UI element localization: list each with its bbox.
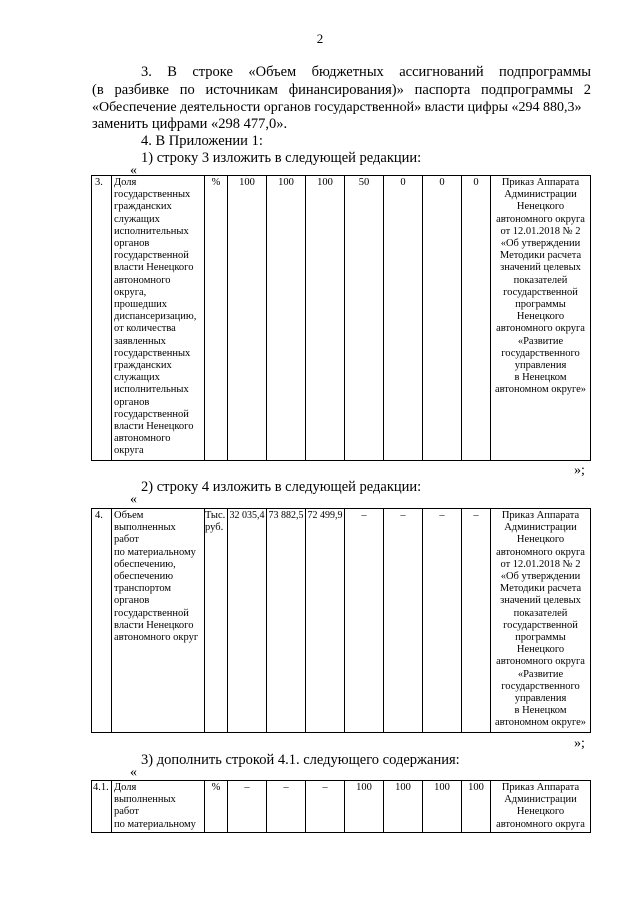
word: подпрограммы 2 (481, 82, 591, 98)
paragraph-3-line-1 (141, 64, 591, 81)
item-2-text: 2) строку 4 изложить в следующей редакции: (141, 479, 422, 495)
word: паспорта (414, 82, 471, 98)
word: 3. В (141, 64, 177, 80)
close-quote: »; (574, 463, 585, 478)
paragraph-4-heading: 4. В Приложении 1: (141, 133, 263, 149)
row-number: 4. (92, 509, 112, 733)
word: строке (192, 64, 233, 80)
indicator-name: Доля выполненных работ по материальному (112, 781, 205, 833)
item-1-text: 1) строку 3 изложить в следующей редакции: (141, 150, 422, 166)
value-cell: – (306, 781, 345, 833)
table-row-3 (91, 175, 591, 461)
source-document: Приказ Аппарата Администрации Ненецкого автономного округа от 12.01.2018 № 2 «Об утверждении Методики расчета значений целевых показателей государственной программы Ненецкого автономного округа «Развитие государственного управления в Ненецком автономном округе» (491, 176, 591, 461)
source-document: Приказ Аппарата Администрации Ненецкого автономного округа от 12.01.2018 № 2 «Об утверждении Методики расчета значений целевых показателей государственной программы Ненецкого автономного округа «Развитие государственного управления в Ненецком автономном округе» (491, 509, 591, 733)
table-row-4-1 (91, 780, 591, 833)
paragraph-3-line-3: «Обеспечение деятельности органов государственной» власти цифры «294 880,3» (92, 100, 582, 115)
word: по (179, 82, 195, 98)
value-cell: 100 (423, 781, 462, 833)
open-quote: « (130, 163, 137, 178)
value-cell: 32 035,4 (228, 509, 267, 733)
value-cell: 100 (345, 781, 384, 833)
value-cell: – (384, 509, 423, 733)
word: (в (92, 82, 104, 98)
open-quote: « (130, 492, 137, 507)
word: подпрограммы (499, 64, 591, 80)
value-cell: 100 (267, 176, 306, 461)
value-cell: 72 499,9 (306, 509, 345, 733)
value-cell: 0 (384, 176, 423, 461)
value-cell: 0 (423, 176, 462, 461)
unit: % (205, 781, 228, 833)
value-cell: 0 (462, 176, 491, 461)
value-cell: 73 882,5 (267, 509, 306, 733)
unit: Тыс. руб. (205, 509, 228, 733)
word: источникам (205, 82, 278, 98)
paragraph-3-line-2 (92, 82, 591, 99)
word: разбивке (114, 82, 169, 98)
word: «Объем (248, 64, 297, 80)
row-number: 3. (92, 176, 112, 461)
value-cell: 100 (228, 176, 267, 461)
word: бюджетных (311, 64, 384, 80)
paragraph-3-line-4: заменить цифрами «298 477,0». (92, 116, 288, 132)
item-3-text: 3) дополнить строкой 4.1. следующего содержания: (141, 752, 460, 768)
value-cell: – (345, 509, 384, 733)
indicator-name: Объем выполненных работ по материальному обеспечению, обеспечению транспортом органов государственной власти Ненецкого автономного округ (112, 509, 205, 733)
value-cell: 50 (345, 176, 384, 461)
value-cell: – (423, 509, 462, 733)
word: финансирования)» (288, 82, 404, 98)
unit: % (205, 176, 228, 461)
word: ассигнований (399, 64, 484, 80)
table-row-4 (91, 508, 591, 733)
close-quote: »; (574, 736, 585, 751)
open-quote: « (130, 765, 137, 780)
value-cell: – (228, 781, 267, 833)
value-cell: – (267, 781, 306, 833)
row-number: 4.1. (92, 781, 112, 833)
value-cell: – (462, 509, 491, 733)
value-cell: 100 (462, 781, 491, 833)
value-cell: 100 (306, 176, 345, 461)
source-document: Приказ Аппарата Администрации Ненецкого автономного округа (491, 781, 591, 833)
value-cell: 100 (384, 781, 423, 833)
indicator-name: Доля государственных гражданских служащих исполнительных органов государственной власти Ненецкого автономного округа, прошедших диспансеризацию, от количества заявленных государственных гражданских служащих исполнительных органов государственной власти Ненецкого автономного округа (112, 176, 205, 461)
page-number: 2 (316, 31, 324, 46)
